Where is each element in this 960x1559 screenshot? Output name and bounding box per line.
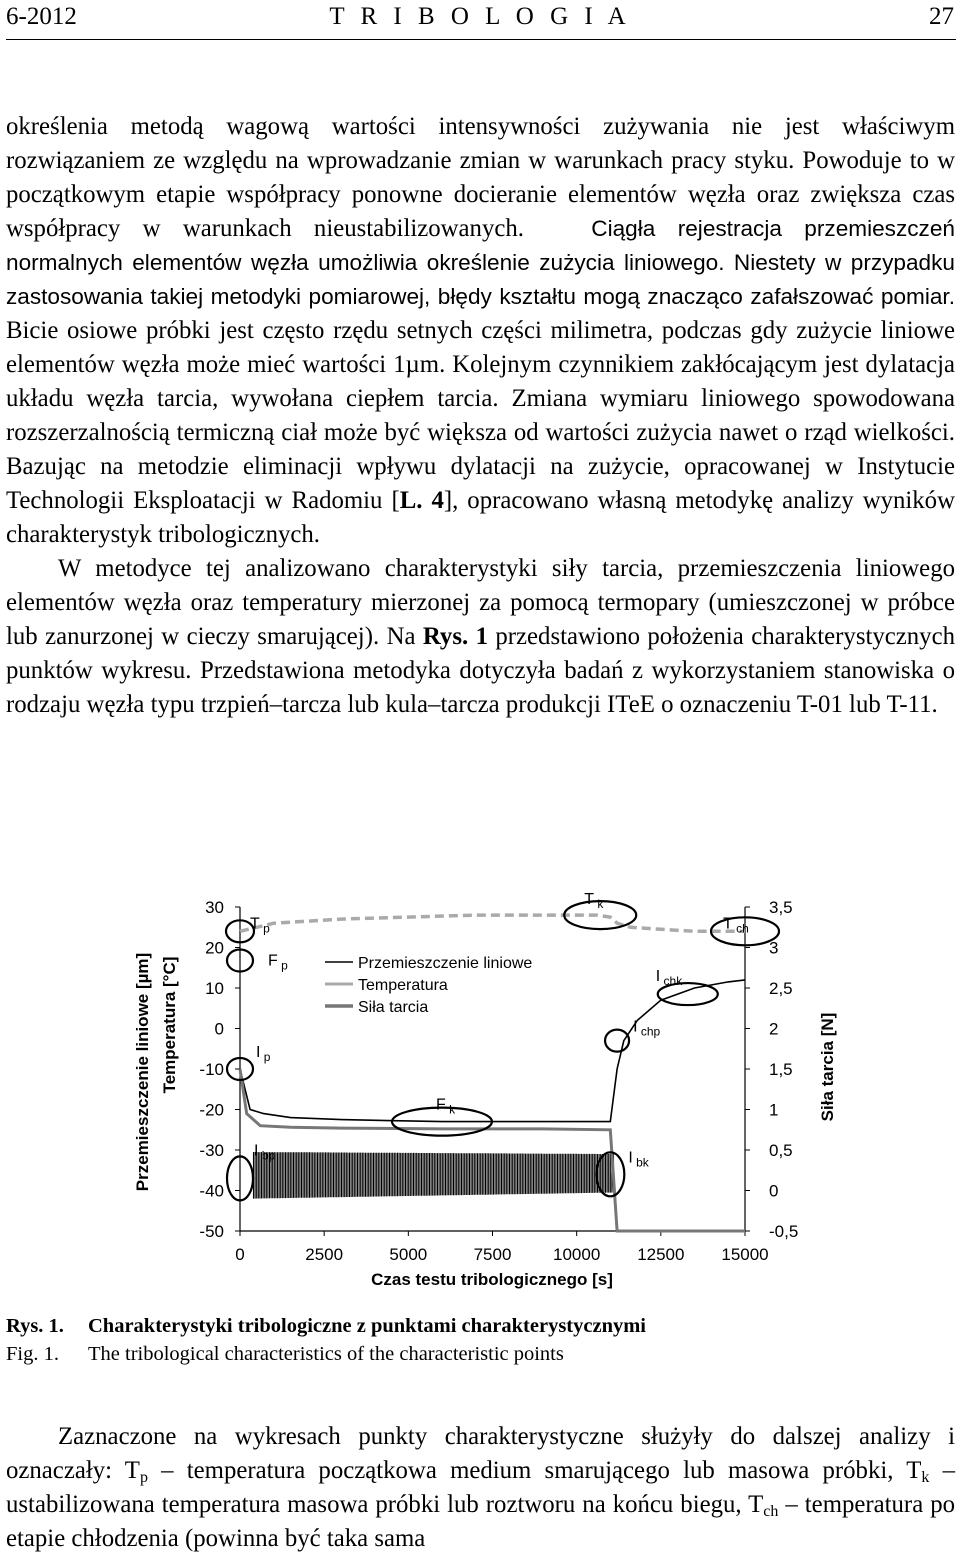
- y-tick-label-right: 1,5: [769, 1060, 793, 1079]
- y-tick-label-left: -40: [199, 1181, 224, 1201]
- tribology-chart: [120, 880, 840, 1295]
- header-rule: [6, 39, 956, 40]
- y-tick-label-left: -20: [199, 1100, 224, 1120]
- annotation-label: I $_{chk}$: [655, 968, 683, 988]
- paragraph-2: [6, 552, 955, 722]
- x-tick-label: 2500: [305, 1245, 344, 1264]
- page-number: 27: [929, 3, 954, 30]
- paragraph-3-part-a: Zaznaczone na wykresach punkty charakterystyczne służyły do dalszej analizy i oznaczały: T: [6, 1423, 955, 1484]
- subscript-ch: ch: [763, 1503, 779, 1520]
- paragraph-2-part-b: przedstawiono położenia charakterystycznych punktów wykresu. Przedstawiona metodyka dotyczyła badań z wykorzystaniem stanowiska o rodzaju węzła typu trzpień–tarcza lub kula–tarcza produkcji ITeE o oznaczeniu T-01 lub T-11.: [6, 623, 955, 718]
- y-tick-label-right: 3,5: [769, 898, 793, 917]
- y-tick-label-left: 10: [205, 979, 224, 998]
- paragraph-2-part-a: W metodyce tej analizowano charakterystyki siły tarcia, przemieszczenia liniowego elementów węzła oraz temperatury mierzonej za pomocą termopary (umieszczonej w próbce lub zanurzonej w cieczy smarującej). Na: [6, 555, 955, 650]
- figure-caption-pl: [6, 1313, 646, 1339]
- subscript-p: p: [139, 1469, 148, 1486]
- annotation-subscript: k: [594, 897, 604, 912]
- x-axis-label: Czas testu tribologicznego [s]: [371, 1270, 613, 1289]
- series-line-friction-force: [240, 1069, 745, 1231]
- paragraph-3-part-d: – temperatura po etapie chłodzenia (powinna być taka sama: [6, 1491, 955, 1552]
- paragraph-1-part-b: Bicie osiowe próbki jest często rzędu setnych części milimetra, podczas gdy zużycie liniowe elementów węzła może mieć wartości 1µm. Kolejnym czynnikiem zakłócającym jest dylatacja układu węzła tarcia, wywołana ciepłem tarcia. Zmiana wymiaru liniowego spowodowana rozszerzalnością termiczną ciał może być większa od wartości zużycia nawet o rząd wielkości. Bazując na metodzie eliminacji wpływu dylatacji na zużycie, opracowanej w Instytucie Technologii Eksploatacji w Radomiu [: [6, 317, 955, 514]
- annotation-label: T $_k$: [584, 891, 604, 912]
- body-text-top: [6, 110, 955, 722]
- y-tick-label-left: 30: [205, 898, 224, 917]
- annotation-subscript: ch: [732, 921, 749, 936]
- y-axis-label-temperature: Temperatura [°C]: [160, 956, 179, 1094]
- annotation-subscript: bp: [258, 1148, 276, 1163]
- paragraph-3-part-b: – temperatura początkowa medium smarującego lub masowa próbki, T: [147, 1457, 922, 1484]
- annotation-label: F $_p$: [268, 952, 288, 973]
- annotation-label: I $_{bp}$: [254, 1142, 276, 1163]
- x-tick-label: 7500: [473, 1245, 512, 1264]
- point-marker-ellipse: [605, 1030, 629, 1052]
- x-tick-label: 5000: [389, 1245, 428, 1264]
- annotation-subscript: p: [260, 1050, 271, 1064]
- y-tick-label-right: 2,5: [769, 979, 793, 998]
- legend-entry: Przemieszczenie liniowe: [358, 955, 533, 972]
- journal-title: T R I B O L O G I A: [329, 3, 631, 30]
- y-tick-label-right: 3: [769, 938, 779, 958]
- annotation-label: I $_{chp}$: [633, 1018, 661, 1039]
- paragraph-1-part-a: określenia metodą wagową wartości intensywności zużywania nie jest właściwym rozwiązaniem ze względu na wprowadzanie zmian w warunkach pracy styku. Powoduje to w początkowym etapie współpracy ponowne docieranie elementów węzła oraz zwiększa czas współpracy w warunkach nieustabilizowanych.: [6, 113, 955, 242]
- y-tick-label-right: 0: [769, 1181, 779, 1201]
- annotation-subscript: p: [277, 958, 288, 973]
- y-axis-label-displacement: Przemieszczenie liniowe [µm]: [133, 952, 152, 1192]
- annotation-subscript: chp: [637, 1024, 661, 1039]
- caption-en-label: Fig. 1.: [6, 1343, 59, 1365]
- annotation-subscript: k: [445, 1102, 456, 1117]
- displacement-oscillation: [254, 1152, 614, 1199]
- series-line-linear-displacement: [240, 980, 745, 1122]
- caption-pl-label: Rys. 1.: [6, 1315, 64, 1337]
- annotation-label: T $_p$: [250, 915, 270, 936]
- y-tick-label-left: -10: [199, 1060, 224, 1079]
- x-tick-label: 10000: [553, 1245, 601, 1264]
- y-axis-label-friction: Siła tarcia [N]: [818, 1012, 837, 1122]
- paragraph-1-sans-part: Ciągła rejestracja przemieszczeń normalnych elementów węzła umożliwia określenie zużycia liniowego. Niestety w przypadku zastosowania takiej metodyki pomiarowej, błędy kształtu mogą znacząco zafałszować pomiar.: [6, 216, 955, 309]
- paragraph-3-part-c: – ustabilizowana temperatura masowa próbki lub roztworu na końcu biegu, T: [6, 1457, 955, 1518]
- y-tick-label-left: -50: [199, 1222, 224, 1241]
- y-tick-label-right: 0,5: [769, 1141, 793, 1160]
- x-tick-label: 12500: [637, 1245, 685, 1264]
- annotation-subscript: bk: [632, 1155, 649, 1170]
- x-tick-label: 0: [235, 1245, 245, 1264]
- caption-pl-text: Charakterystyki tribologiczne z punktami charakterystycznymi: [88, 1315, 646, 1337]
- annotation-label: I $_p$: [256, 1044, 271, 1064]
- x-tick-label: 15000: [721, 1245, 769, 1264]
- annotation-label: I $_{bk}$: [628, 1149, 649, 1170]
- page-header: [0, 0, 960, 34]
- y-tick-label-right: 2: [769, 1019, 779, 1039]
- chart-legend: [325, 955, 532, 1016]
- annotation-label: F $_k$: [436, 1096, 456, 1117]
- caption-en-text: The tribological characteristics of the characteristic points: [88, 1343, 564, 1365]
- paragraph-1: [6, 110, 955, 552]
- reference-bold: L. 4: [399, 487, 444, 514]
- paragraph-3: [6, 1420, 955, 1556]
- body-text-bottom: [6, 1420, 955, 1556]
- annotation-label: T $_{ch}$: [723, 915, 749, 936]
- annotation-subscript: p: [259, 921, 270, 936]
- chart-axes: [199, 898, 798, 1264]
- y-tick-label-right: 1: [769, 1100, 779, 1120]
- annotation-subscript: chk: [660, 974, 683, 988]
- y-tick-label-left: -30: [199, 1141, 224, 1160]
- y-tick-label-left: 0: [214, 1019, 224, 1039]
- legend-entry: Temperatura: [358, 977, 448, 994]
- y-tick-label-right: -0,5: [769, 1222, 799, 1241]
- figure-caption-en: [6, 1341, 564, 1367]
- subscript-k: k: [921, 1469, 930, 1486]
- figure-reference: Rys. 1: [422, 623, 488, 650]
- legend-entry: Siła tarcia: [358, 999, 429, 1016]
- paragraph-1-part-c: ], opracowano własną metodykę analizy wyników charakterystyk tribologicznych.: [6, 487, 955, 548]
- series-line-temperature: [240, 915, 745, 931]
- y-tick-label-left: 20: [205, 938, 224, 958]
- issue-number: 6-2012: [6, 3, 77, 30]
